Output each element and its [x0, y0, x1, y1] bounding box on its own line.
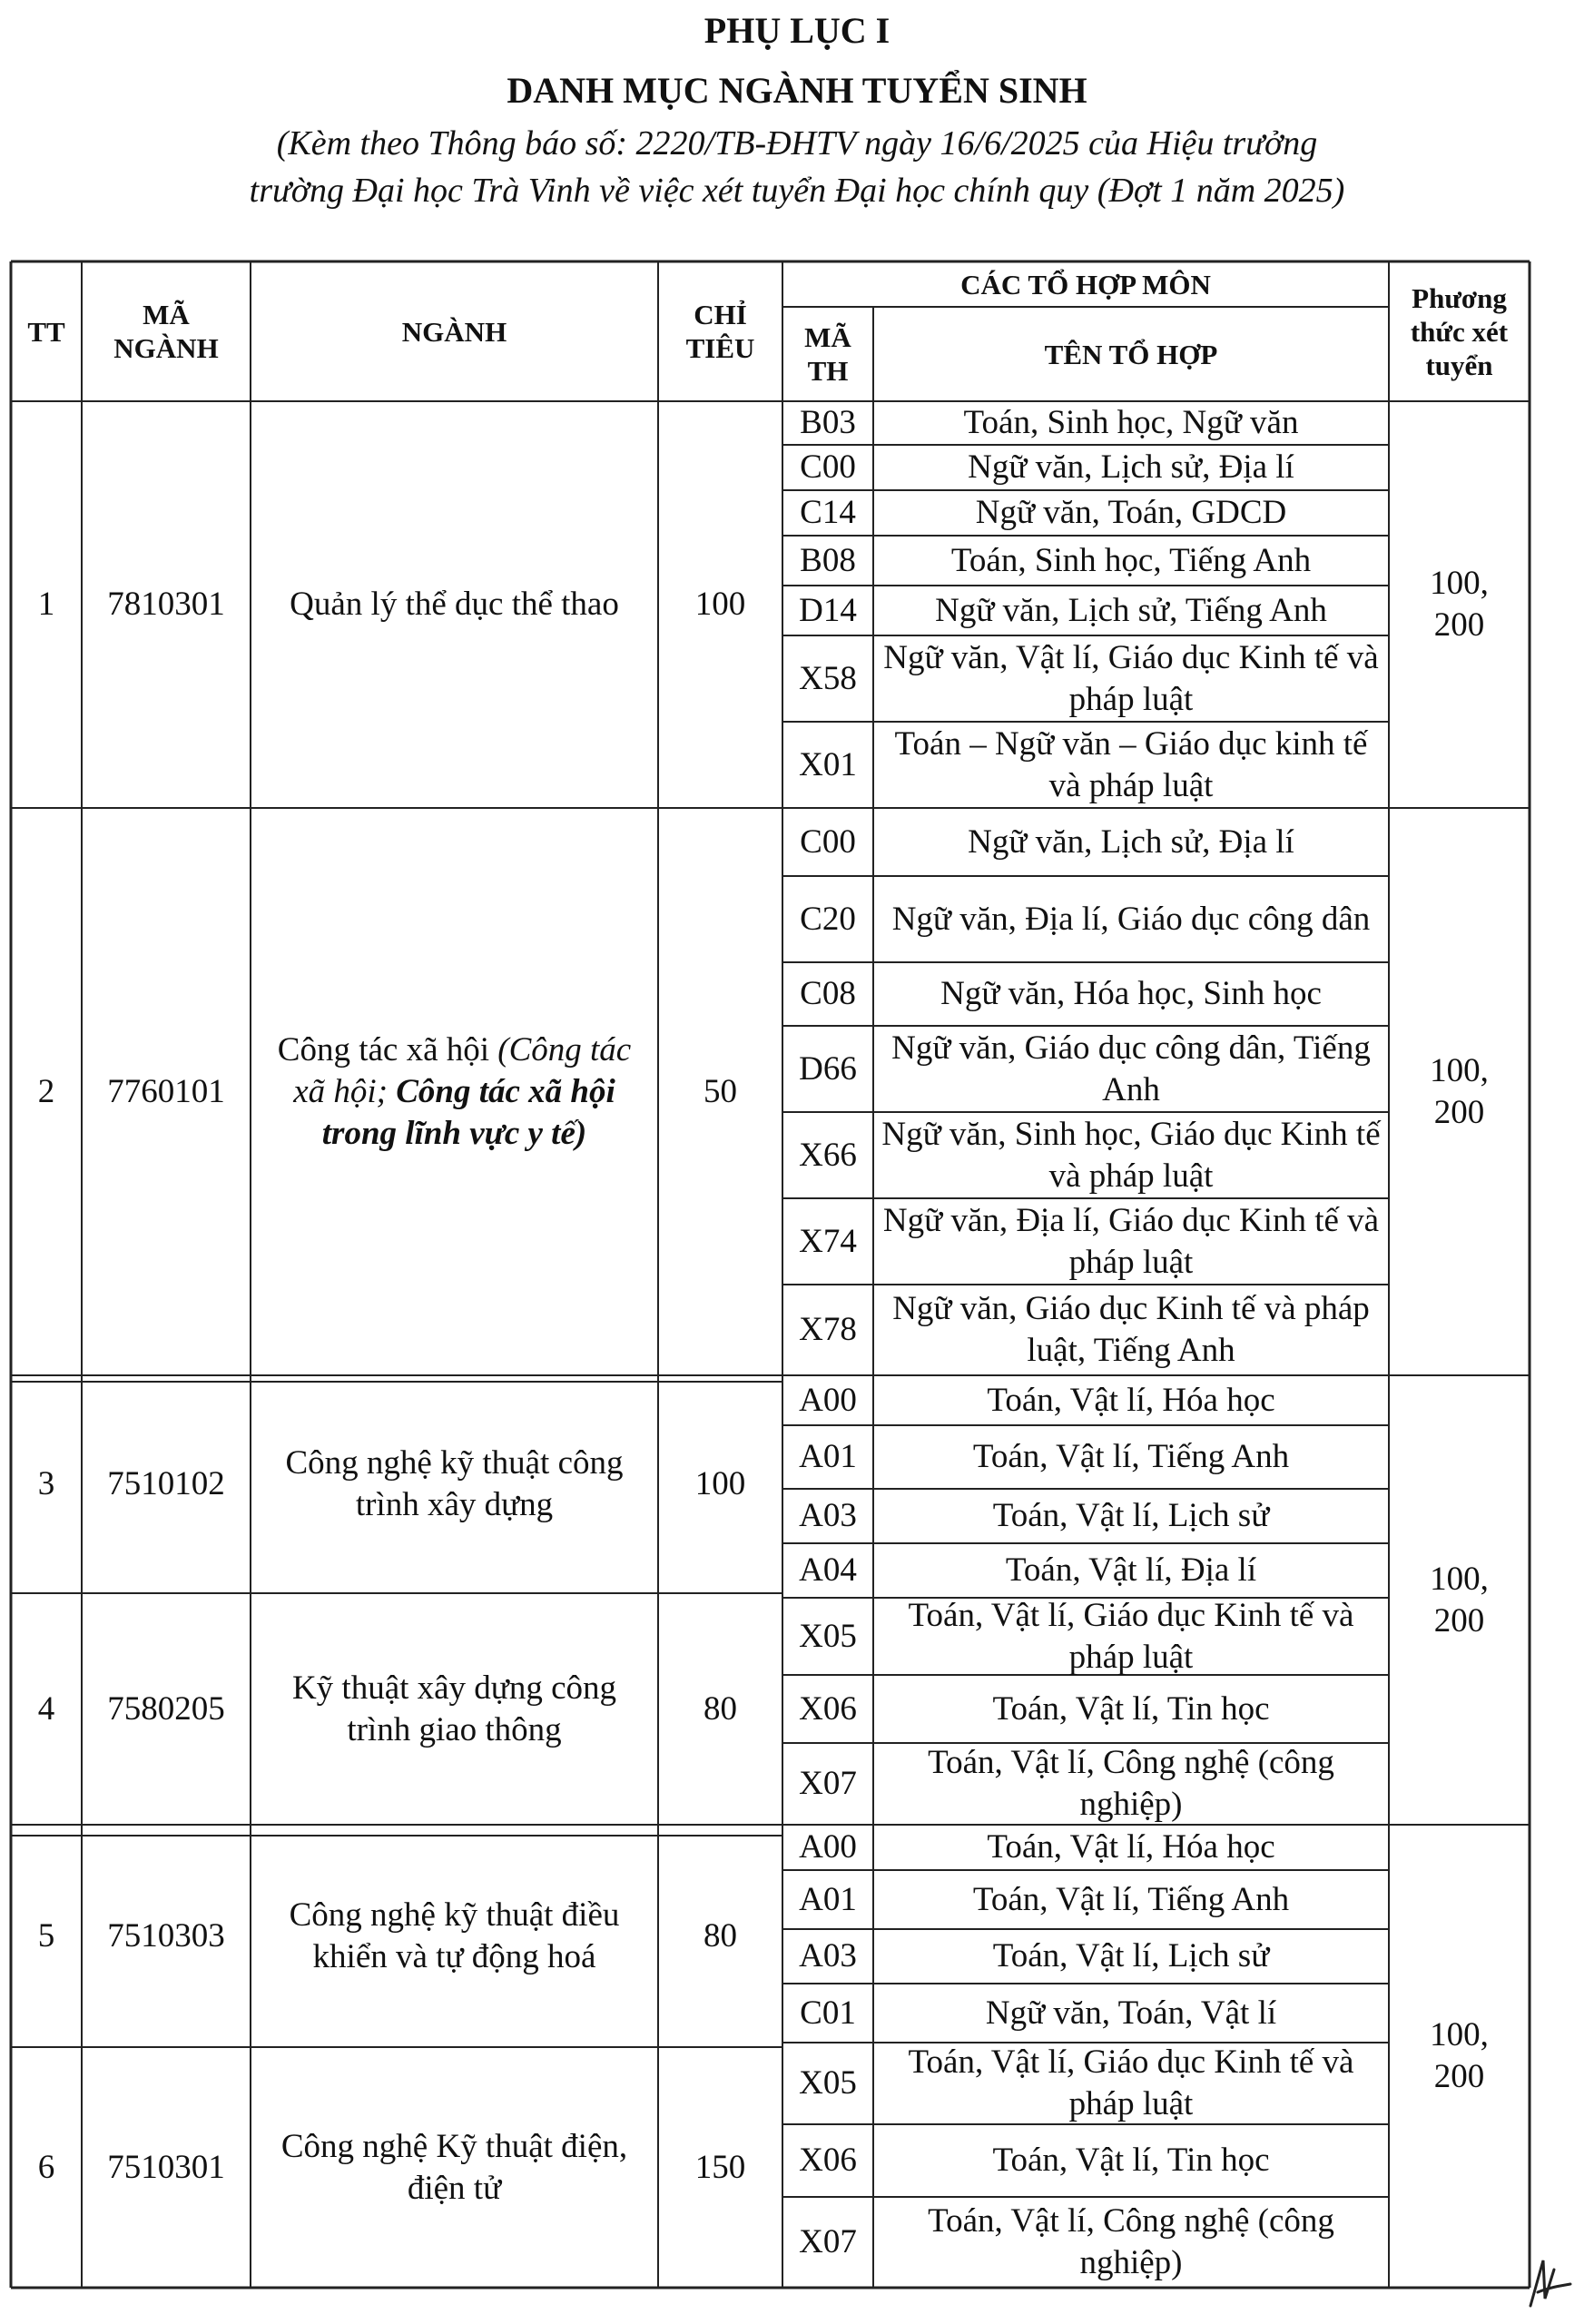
combo-code	[782, 808, 873, 876]
combo-code-text: X07	[799, 2223, 857, 2260]
combo-name-text: Ngữ văn, Địa lí, Giáo dục Kinh tế và pháp luật	[882, 1201, 1380, 1281]
combo-name	[873, 1984, 1389, 2043]
combo-code-text: A00	[799, 1828, 857, 1866]
major-code	[82, 401, 251, 808]
major-quota	[658, 2047, 782, 2288]
col-header-ma-nganh	[82, 261, 251, 401]
major-name	[251, 401, 658, 808]
combo-code	[782, 2197, 873, 2288]
major-code	[82, 808, 251, 1375]
combo-name	[873, 962, 1389, 1026]
combo-code-text: B08	[800, 541, 856, 579]
major-code-text: 7510301	[107, 2148, 225, 2186]
combo-name-text: Ngữ văn, Địa lí, Giáo dục công dân	[891, 900, 1371, 938]
major-quota-text: 80	[704, 1916, 737, 1955]
combo-code-text: A01	[799, 1438, 857, 1475]
major-name-text	[258, 1029, 651, 1155]
combo-name-text: Ngữ văn, Lịch sử, Địa lí	[968, 822, 1294, 861]
combo-name-text: Toán, Vật lí, Giáo dục Kinh tế và pháp luật	[908, 1596, 1354, 1676]
admission-method-text: 100, 200	[1430, 1560, 1489, 1640]
col-header-ma-th	[782, 307, 873, 401]
combo-code-text: X07	[799, 1765, 857, 1802]
major-tt	[11, 1375, 82, 1593]
combo-name-text: Toán, Vật lí, Công nghệ (công nghiệp)	[928, 2202, 1334, 2281]
combo-name	[873, 808, 1389, 876]
combo-name	[873, 1743, 1389, 1825]
combo-name-text: Toán, Vật lí, Hóa học	[987, 1828, 1275, 1866]
combo-code	[782, 1825, 873, 1870]
major-tt	[11, 2047, 82, 2288]
major-code-text: 7810301	[107, 586, 225, 623]
combo-code	[782, 1425, 873, 1489]
major-name-part: Kỹ thuật xây dựng công trình giao thông	[291, 1669, 617, 1748]
combo-code-text: X74	[799, 1222, 857, 1260]
combo-name	[873, 1929, 1389, 1984]
combo-name-text: Ngữ văn, Sinh học, Giáo dục Kinh tế và pháp luật	[881, 1115, 1381, 1195]
combo-name	[873, 1489, 1389, 1543]
combo-name	[873, 586, 1389, 635]
combo-code	[782, 1026, 873, 1112]
appendix-title: PHỤ LỤC I	[704, 10, 890, 51]
combo-code-text: C20	[800, 900, 856, 938]
combo-name	[873, 1543, 1389, 1598]
combo-code-text: X06	[799, 1689, 857, 1728]
major-tt	[11, 1825, 82, 2047]
combo-code	[782, 1112, 873, 1198]
combo-name-text: Toán, Vật lí, Lịch sử	[992, 1937, 1270, 1974]
combo-name	[873, 2197, 1389, 2288]
combo-code-text: D66	[799, 1049, 857, 1088]
combo-name	[873, 635, 1389, 722]
combo-name	[873, 2124, 1389, 2197]
combo-code	[782, 635, 873, 722]
combo-name	[873, 1675, 1389, 1743]
combo-code-text: C00	[800, 448, 856, 486]
combo-code	[782, 1489, 873, 1543]
admission-method-text: 100, 200	[1430, 2016, 1489, 2095]
col-header-cac-to-hop	[782, 261, 1389, 307]
major-code-text: 7510102	[107, 1465, 225, 1502]
combo-code	[782, 1598, 873, 1675]
combo-code-text: C00	[800, 822, 856, 861]
combo-code	[782, 2043, 873, 2124]
combo-name-text: Toán, Vật lí, Tin học	[992, 2142, 1270, 2179]
major-quota	[658, 1593, 782, 1825]
major-code	[82, 1825, 251, 2047]
major-tt-text: 3	[37, 1465, 55, 1502]
combo-name-text: Toán, Vật lí, Tiếng Anh	[972, 1880, 1290, 1918]
combo-code-text: X01	[799, 745, 857, 783]
col-header-nganh-text: NGÀNH	[401, 315, 507, 348]
combo-code-text: B03	[800, 404, 856, 441]
admission-method	[1389, 808, 1530, 1375]
admission-method	[1389, 1375, 1530, 1825]
combo-name-text: Toán – Ngữ văn – Giáo dục kinh tế và pháp luật	[894, 724, 1368, 804]
combo-name	[873, 1112, 1389, 1198]
combo-code-text: A00	[799, 1381, 857, 1419]
combo-name-text: Toán, Sinh học, Tiếng Anh	[950, 541, 1312, 579]
combo-code-text: X05	[799, 1617, 857, 1655]
major-tt-text: 6	[37, 2148, 55, 2186]
major-name-text	[290, 584, 619, 625]
major-name-part: Công tác xã hội trong lĩnh vực y tế)	[321, 1072, 615, 1152]
combo-code	[782, 1984, 873, 2043]
combo-code	[782, 1743, 873, 1825]
combo-code	[782, 445, 873, 490]
major-tt	[11, 1593, 82, 1825]
major-tt-text: 2	[37, 1072, 55, 1110]
combo-name	[873, 1598, 1389, 1675]
combo-code	[782, 1870, 873, 1929]
major-quota	[658, 1825, 782, 2047]
major-tt	[11, 808, 82, 1375]
combo-name-text: Ngữ văn, Giáo dục công dân, Tiếng Anh	[891, 1029, 1371, 1108]
major-name-part: (Công tác xã hội;	[293, 1030, 632, 1110]
major-name-text	[258, 1895, 651, 1978]
major-code-text: 7510303	[107, 1916, 225, 1955]
combo-name-text: Ngữ văn, Lịch sử, Địa lí	[968, 448, 1294, 486]
combo-name	[873, 1285, 1389, 1375]
combo-code-text: X05	[799, 2064, 857, 2102]
major-code	[82, 2047, 251, 2288]
combo-name	[873, 1425, 1389, 1489]
admission-method-text: 100, 200	[1430, 565, 1489, 644]
combo-name-text: Toán, Vật lí, Hóa học	[987, 1381, 1275, 1419]
major-name	[251, 1375, 658, 1593]
combo-code-text: C14	[800, 494, 856, 531]
major-quota	[658, 1375, 782, 1593]
major-name-text	[258, 1443, 651, 1526]
combo-name-text: Ngữ văn, Lịch sử, Tiếng Anh	[935, 591, 1327, 629]
major-name	[251, 2047, 658, 2288]
combo-name-text: Toán, Vật lí, Giáo dục Kinh tế và pháp luật	[908, 2043, 1354, 2122]
combo-name-text: Ngữ văn, Toán, GDCD	[975, 494, 1287, 531]
subtitle-line-2: trường Đại học Trà Vinh về việc xét tuyển Đại học chính quy (Đợt 1 năm 2025)	[249, 172, 1345, 210]
combo-name	[873, 1870, 1389, 1929]
combo-code	[782, 586, 873, 635]
col-header-tt	[11, 261, 82, 401]
subtitle-line-1: (Kèm theo Thông báo số: 2220/TB-ĐHTV ngày 16/6/2025 của Hiệu trưởng	[276, 124, 1318, 162]
col-header-phuong-thuc	[1389, 261, 1530, 401]
major-name-text	[258, 2126, 651, 2210]
col-header-nganh	[251, 261, 658, 401]
combo-code-text: A01	[799, 1880, 857, 1918]
combo-code-text: X58	[799, 659, 857, 697]
col-header-ten-to-hop-text: TÊN TỔ HỢP	[1044, 338, 1218, 370]
combo-code	[782, 876, 873, 962]
major-name	[251, 808, 658, 1375]
combo-name	[873, 536, 1389, 586]
major-name-part: Công nghệ kỹ thuật điều khiển và tự động hoá	[289, 1896, 620, 1975]
combo-name	[873, 490, 1389, 536]
major-tt-text: 1	[37, 586, 55, 623]
major-name-part: Công tác xã hội	[277, 1030, 498, 1068]
major-name	[251, 1593, 658, 1825]
col-header-phuong-thuc-text: Phương thức xét tuyển	[1410, 281, 1509, 381]
col-header-ma-nganh-text: MÃ NGÀNH	[113, 299, 219, 364]
combo-name-text: Toán, Sinh học, Ngữ văn	[963, 404, 1299, 441]
major-code-text: 7580205	[107, 1689, 225, 1728]
admission-method	[1389, 401, 1530, 808]
major-quota-text: 50	[704, 1072, 737, 1110]
combo-code	[782, 1543, 873, 1598]
combo-name	[873, 1198, 1389, 1285]
combo-code-text: A03	[799, 1937, 857, 1974]
major-tt-text: 5	[37, 1916, 55, 1955]
col-header-chi-tieu	[658, 261, 782, 401]
combo-name	[873, 876, 1389, 962]
combo-code-text: A04	[799, 1551, 857, 1589]
combo-name	[873, 1026, 1389, 1112]
major-quota-text: 150	[694, 2148, 746, 2186]
major-name-text	[258, 1668, 651, 1751]
major-name	[251, 1825, 658, 2047]
combo-code-text: C08	[800, 975, 856, 1012]
major-code-text: 7760101	[107, 1072, 225, 1110]
combo-name-text: Ngữ văn, Hóa học, Sinh học	[940, 975, 1322, 1012]
combo-name-text: Ngữ văn, Giáo dục Kinh tế và pháp luật, Tiếng Anh	[892, 1290, 1370, 1369]
combo-name-text: Toán, Vật lí, Lịch sử	[992, 1497, 1270, 1534]
major-name-part: Công nghệ kỹ thuật công trình xây dựng	[285, 1444, 624, 1523]
major-quota	[658, 808, 782, 1375]
col-header-cac-to-hop-text: CÁC TỔ HỢP MÔN	[960, 268, 1211, 300]
combo-name	[873, 401, 1389, 445]
admission-method-text: 100, 200	[1430, 1051, 1489, 1131]
major-code	[82, 1375, 251, 1593]
combo-code	[782, 962, 873, 1026]
combo-code	[782, 490, 873, 536]
admission-method	[1389, 1825, 1530, 2288]
combo-code	[782, 1198, 873, 1285]
combo-name-text: Toán, Vật lí, Tiếng Anh	[972, 1438, 1290, 1475]
combo-name	[873, 1375, 1389, 1425]
major-quota-text: 100	[694, 586, 746, 623]
combo-name-text: Toán, Vật lí, Địa lí	[1005, 1551, 1257, 1589]
combo-name	[873, 445, 1389, 490]
combo-name	[873, 2043, 1389, 2124]
major-quota-text: 100	[694, 1465, 746, 1502]
combo-code	[782, 401, 873, 445]
combo-code	[782, 1675, 873, 1743]
combo-code-text: D14	[799, 591, 857, 629]
combo-name-text: Toán, Vật lí, Công nghệ (công nghiệp)	[928, 1744, 1334, 1823]
col-header-ten-to-hop	[873, 307, 1389, 401]
combo-code-text: X78	[799, 1311, 857, 1348]
major-tt	[11, 401, 82, 808]
combo-code-text: X06	[799, 2142, 857, 2179]
combo-name-text: Ngữ văn, Toán, Vật lí	[985, 1994, 1277, 2032]
combo-name-text: Ngữ văn, Vật lí, Giáo dục Kinh tế và pháp luật	[883, 638, 1379, 718]
combo-code	[782, 1929, 873, 1984]
combo-name	[873, 1825, 1389, 1870]
document-title: DANH MỤC NGÀNH TUYỂN SINH	[507, 70, 1087, 111]
combo-code	[782, 1285, 873, 1375]
combo-code	[782, 536, 873, 586]
major-name-part: Công nghệ Kỹ thuật điện, điện tử	[280, 2127, 628, 2207]
combo-code-text: C01	[800, 1994, 856, 2032]
signature-mark	[1512, 2242, 1576, 2315]
combo-code	[782, 2124, 873, 2197]
combo-code	[782, 1375, 873, 1425]
major-code	[82, 1593, 251, 1825]
col-header-ma-th-text: MÃ TH	[804, 321, 851, 387]
combo-code-text: X66	[799, 1136, 857, 1174]
combo-code-text: A03	[799, 1497, 857, 1534]
combo-code	[782, 722, 873, 808]
major-quota	[658, 401, 782, 808]
major-quota-text: 80	[704, 1689, 737, 1728]
major-name-part: Quản lý thể dục thể thao	[290, 586, 619, 623]
combo-name-text: Toán, Vật lí, Tin học	[992, 1689, 1270, 1728]
col-header-chi-tieu-text: CHỈ TIÊU	[685, 299, 755, 364]
combo-name	[873, 722, 1389, 808]
major-tt-text: 4	[37, 1689, 55, 1728]
col-header-tt-text: TT	[27, 315, 65, 348]
